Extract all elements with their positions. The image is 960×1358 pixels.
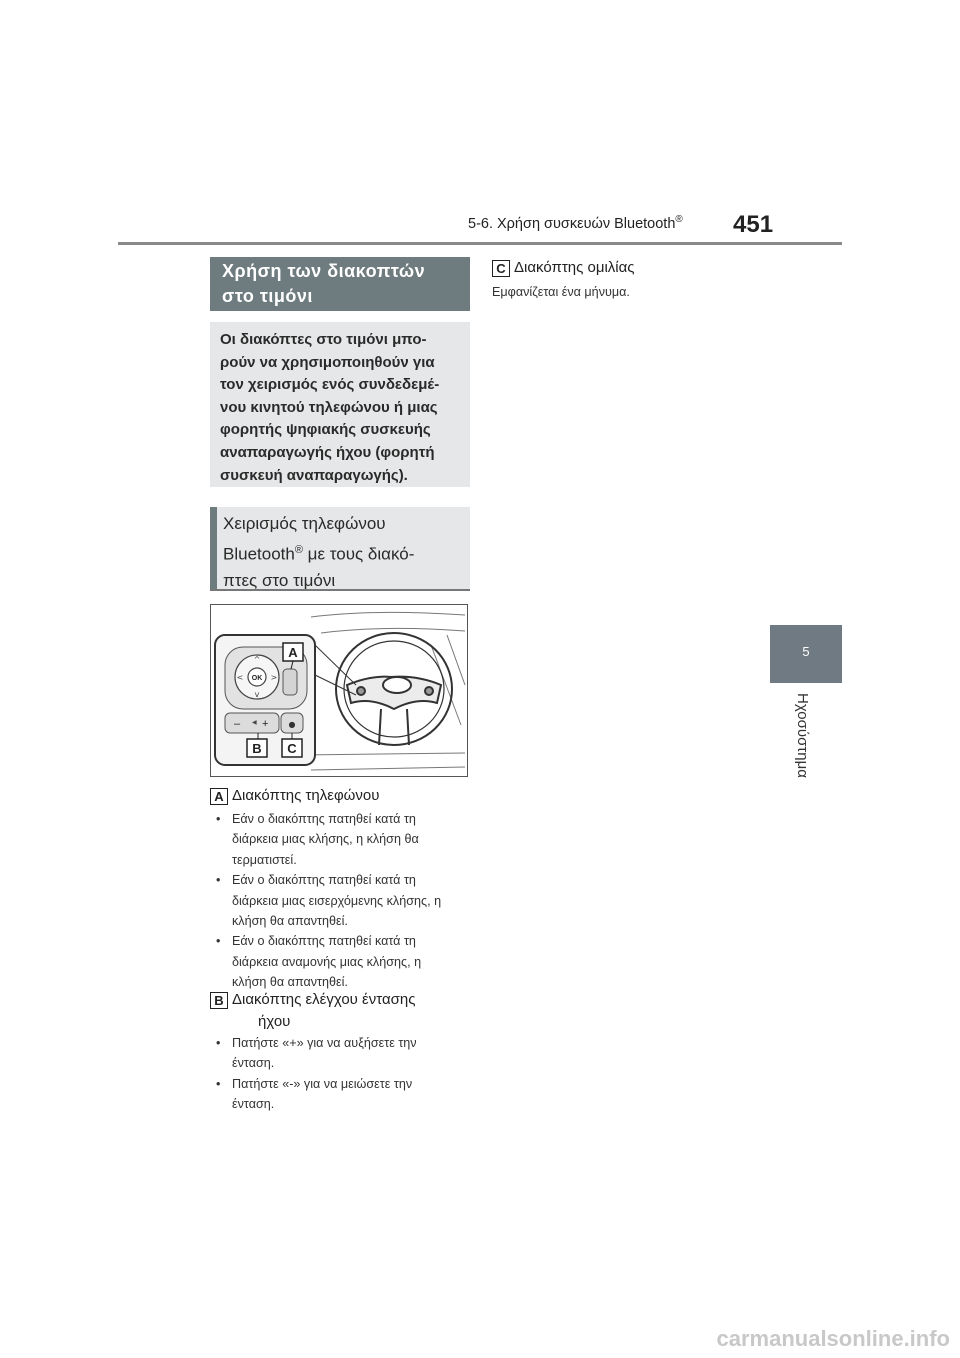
intro-box [210, 322, 470, 487]
volume-plus: + [262, 718, 269, 730]
intro-line: αναπαραγωγής ήχου (φορητή [220, 443, 435, 461]
item-a-title: Διακόπτης τηλεφώνου [232, 787, 380, 804]
section-heading-line1: Χρήση των διακοπτών [222, 261, 426, 281]
up-arrow-icon: ^ [253, 655, 261, 664]
switch-panel-inset [215, 635, 315, 765]
label-a: A [288, 645, 298, 660]
steering-wheel [336, 633, 452, 745]
item-c-label: C [492, 260, 510, 277]
phone-switch-a [283, 669, 297, 695]
voice-icon: ● [288, 720, 296, 729]
sub-heading-line3: πτες στο τιμόνι [223, 570, 336, 590]
sub-heading [210, 507, 470, 591]
left-arrow-icon: < [236, 673, 244, 682]
watermark: carmanualsonline.info [716, 1326, 950, 1351]
registered-mark: ® [675, 214, 683, 225]
down-arrow-icon: v [254, 690, 260, 699]
header-divider [118, 242, 842, 245]
item-a-bullets [216, 809, 441, 993]
sub-heading-rest: με τους διακό- [302, 544, 415, 564]
steering-wheel-illustration [211, 605, 467, 776]
section-title-text: 5-6. Χρήση συσκευών Bluetooth [468, 215, 676, 232]
ok-label: OK [251, 675, 263, 682]
list-item: • Εάν ο διακόπτης πατηθεί κατά τη διάρκεια μιας εισερχόμενης κλήσης, η κλήση θα απαντηθεί. [216, 870, 441, 931]
steering-wheel-figure [210, 604, 468, 777]
right-arrow-icon: > [270, 673, 278, 682]
intro-line: νου κινητού τηλεφώνου ή μιας [220, 398, 438, 416]
volume-minus: – [234, 718, 241, 730]
label-c: C [287, 741, 297, 756]
item-a-heading [210, 787, 379, 805]
label-b: B [252, 741, 262, 756]
list-item: • Εάν ο διακόπτης πατηθεί κατά τη διάρκεια μιας κλήσης, η κλήση θα τερματιστεί. [216, 809, 441, 870]
intro-line: ρούν να χρησιμοποιηθούν για [220, 353, 435, 371]
list-item: • Πατήστε «-» για να μειώσετε την ένταση. [216, 1074, 417, 1115]
intro-line: Οι διακόπτες στο τιμόνι μπο- [220, 331, 427, 348]
item-c-text: Εμφανίζεται ένα μήνυμα. [492, 285, 630, 299]
intro-line: συσκευή αναπαραγωγής). [220, 466, 408, 484]
section-heading-line2: στο τιμόνι [222, 286, 313, 306]
item-c-title: Διακόπτης ομιλίας [514, 259, 635, 276]
section-heading [210, 257, 470, 311]
item-b-bullets [216, 1033, 417, 1115]
item-a-label: A [210, 788, 228, 805]
page-number: 451 [733, 211, 774, 238]
section-title [468, 214, 683, 232]
chapter-tab: 5 [770, 625, 842, 683]
chapter-label: Ηχοσύστημα [794, 693, 811, 778]
item-b-heading [210, 989, 415, 1033]
sub-heading-registered-mark: ® [294, 544, 303, 556]
sub-heading-bluetooth: Bluetooth [223, 544, 295, 564]
intro-line: φορητής ψηφιακής συσκευής [220, 421, 431, 439]
list-item: • Πατήστε «+» για να αυξήσετε την ένταση. [216, 1033, 417, 1074]
intro-line: τον χειρισμός ενός συνδεδεμέ- [220, 376, 440, 394]
item-b-title-line1: Διακόπτης ελέγχου έντασης [232, 991, 416, 1008]
volume-icon: ◀ [252, 719, 257, 726]
list-item: • Εάν ο διακόπτης πατηθεί κατά τη διάρκεια αναμονής μιας κλήσης, η κλήση θα απαντηθεί. [216, 931, 441, 992]
item-b-title-line2: ήχου [258, 1013, 291, 1030]
sub-heading-line1: Χειρισμός τηλεφώνου [223, 514, 386, 533]
item-c-heading [492, 259, 635, 277]
sub-heading-line2 [223, 537, 462, 568]
item-b-label: B [210, 992, 228, 1009]
